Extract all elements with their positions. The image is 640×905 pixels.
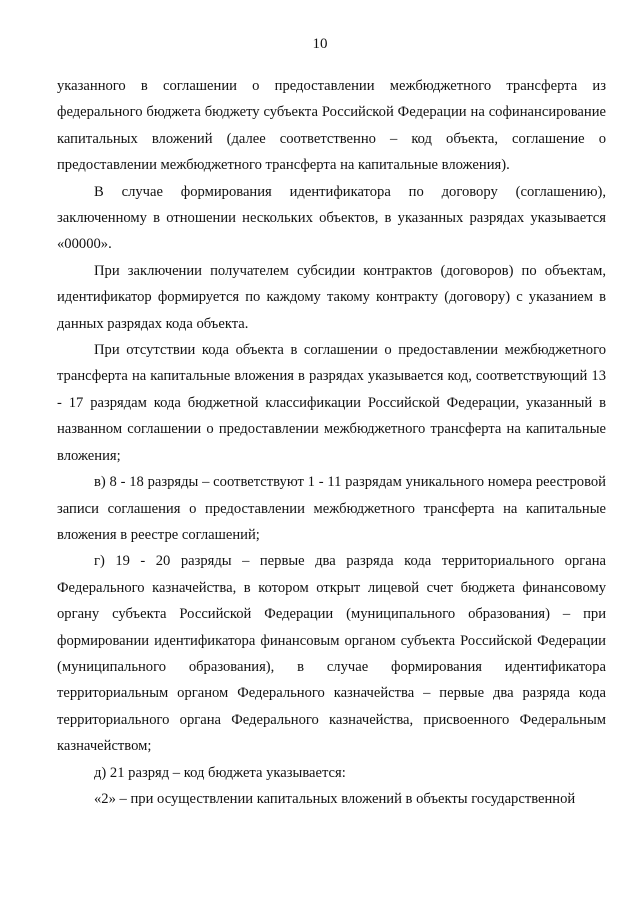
document-body: [57, 73, 606, 812]
paragraph-item-d: д) 21 разряд – код бюджета указывается:: [94, 764, 346, 781]
paragraph-no-object-code: При отсутствии кода объекта в соглашении о предоставлении межбюджетного трансферта на капитальные вложения в разрядах указывается код, соответствующий 13 - 17 разрядам кода бюджетной классификации Российской Федерации, указанный в названном соглашении о предоставлении межбюджетного трансферта на капитальные вложения;: [57, 342, 606, 464]
paragraph-continuation: указанного в соглашении о предоставлении межбюджетного трансферта из федерального бюджета бюджету субъекта Российской Федерации на софинансирование капитальных вложений (далее соответственно – код объекта, соглашение о предоставлении межбюджетного трансферта на капитальные вложения).: [57, 78, 606, 174]
paragraph-multi-object: В случае формирования идентификатора по договору (соглашению), заключенному в отношении нескольких объектов, в указанных разрядах указывается «00000».: [57, 183, 606, 253]
paragraph-item-g: г) 19 - 20 разряды – первые два разряда кода территориального органа Федерального казначейства, в котором открыт лицевой счет бюджета финансовому органу субъекта Российской Федерации (муниципального образования) – при формировании идентификатора финансовым органом субъекта Российской Федерации (муниципального образования), в случае формирования идентификатора территориальным органом Федерального казначейства – первые два разряда кода территориального органа Федерального казначейства, присвоенного Федеральным казначейством;: [57, 553, 606, 755]
page-number: 10: [312, 36, 328, 52]
paragraph-code-2: «2» – при осуществлении капитальных вложений в объекты государственной: [94, 790, 576, 807]
paragraph-contracts: При заключении получателем субсидии контрактов (договоров) по объектам, идентификатор формируется по каждому такому контракту (договору) с указанием в данных разрядах кода объекта.: [57, 262, 606, 332]
paragraph-item-v: в) 8 - 18 разряды – соответствуют 1 - 11 разрядам уникального номера реестровой записи соглашения о предоставлении межбюджетного трансферта на капитальные вложения в реестре соглашений;: [57, 474, 606, 543]
